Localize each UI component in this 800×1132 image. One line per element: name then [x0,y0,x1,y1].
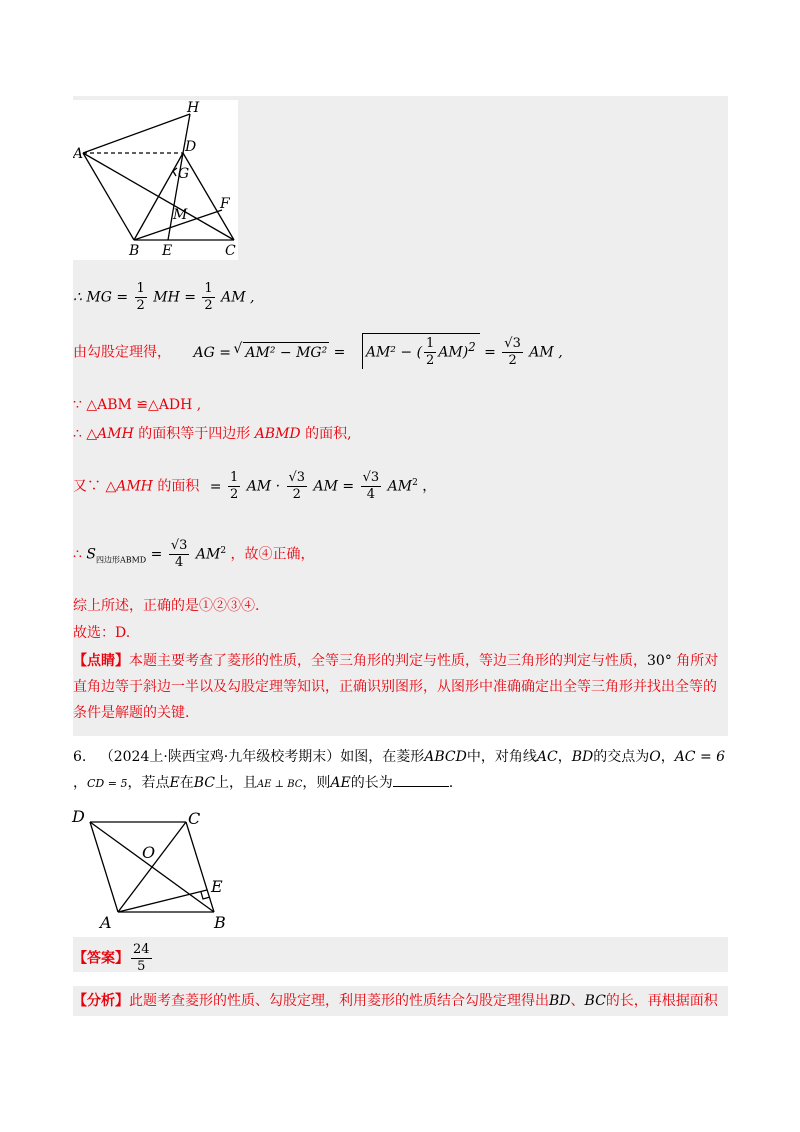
answer-background [73,937,728,972]
label-B: B [214,913,226,932]
label-A: A [73,146,84,162]
label-M: M [173,207,188,223]
figure-rhombus-1 [73,100,238,260]
line-pythagoras: 由勾股定理得， AG = √ AM² − MG² = AM² − ( $\frac{1}{2}$ AM)$^2$ = $\frac{√3}{2}$ AM , [73,333,563,369]
line-mg: ∴ MG = $\frac{1}{2}$ MH = $\frac{1}{2}$ AM , [73,281,255,313]
label-G: G [178,166,190,182]
figure-rhombus-2 [70,802,235,932]
line-amh-area: 又∵ △AMH 的面积 = $\frac{1}{2}$ AM · $\frac{√3}{2}$ AM = $\frac{√3}{4}$ $AM^2$ ， [73,470,437,502]
line-area-equal: ∴ △AMH 的面积等于四边形 ABMD 的面积, [73,426,352,442]
label-E: E [162,243,173,259]
label-C: C [188,809,201,828]
label-B: B [129,243,140,259]
line-conclusion: 综上所述，正确的是①②③④. [73,598,260,614]
line-quad-area: ∴ $S_{四边形ABMD}$ = $\frac{√3}{4}$ $AM^2$ ，故④正确， [73,538,315,570]
analysis-line: 【分析】此题考查菱形的性质、勾股定理，利用菱形的性质结合勾股定理得出BD、BC的长，再根据面积 [73,993,718,1009]
answer-blank [393,772,449,787]
note-paragraph: 【点睛】本题主要考查了菱形的性质，全等三角形的判定与性质，等边三角形的判定与性质，30° 角所对直角边等于斜边一半以及勾股定理等知识，正确识别图形，从图形中准确确定出全等三角形并找出全等的条件是解题的关键. [73,653,719,721]
label-A: A [100,913,112,932]
label-E: E [211,877,223,896]
line-choice: 故选：D. [73,625,131,641]
label-D: D [72,807,85,826]
label-F: F [220,196,230,212]
answer-line: 【答案】 $\frac{24}{5}$ [73,942,150,974]
label-D: D [185,139,197,155]
line-congruent: ∵ △ABM ≌△ADH , [73,397,202,413]
question-6: 6. （2024上·陕西宝鸡·九年级校考期末）如图，在菱形ABCD中，对角线AC，BD的交点为O，AC = 6 ，CD = 5，若点E在BC上，且AE ⊥ BC，则AE的长为 . [73,749,726,791]
label-O: O [142,843,156,862]
label-H: H [187,100,200,116]
label-C: C [225,243,236,259]
